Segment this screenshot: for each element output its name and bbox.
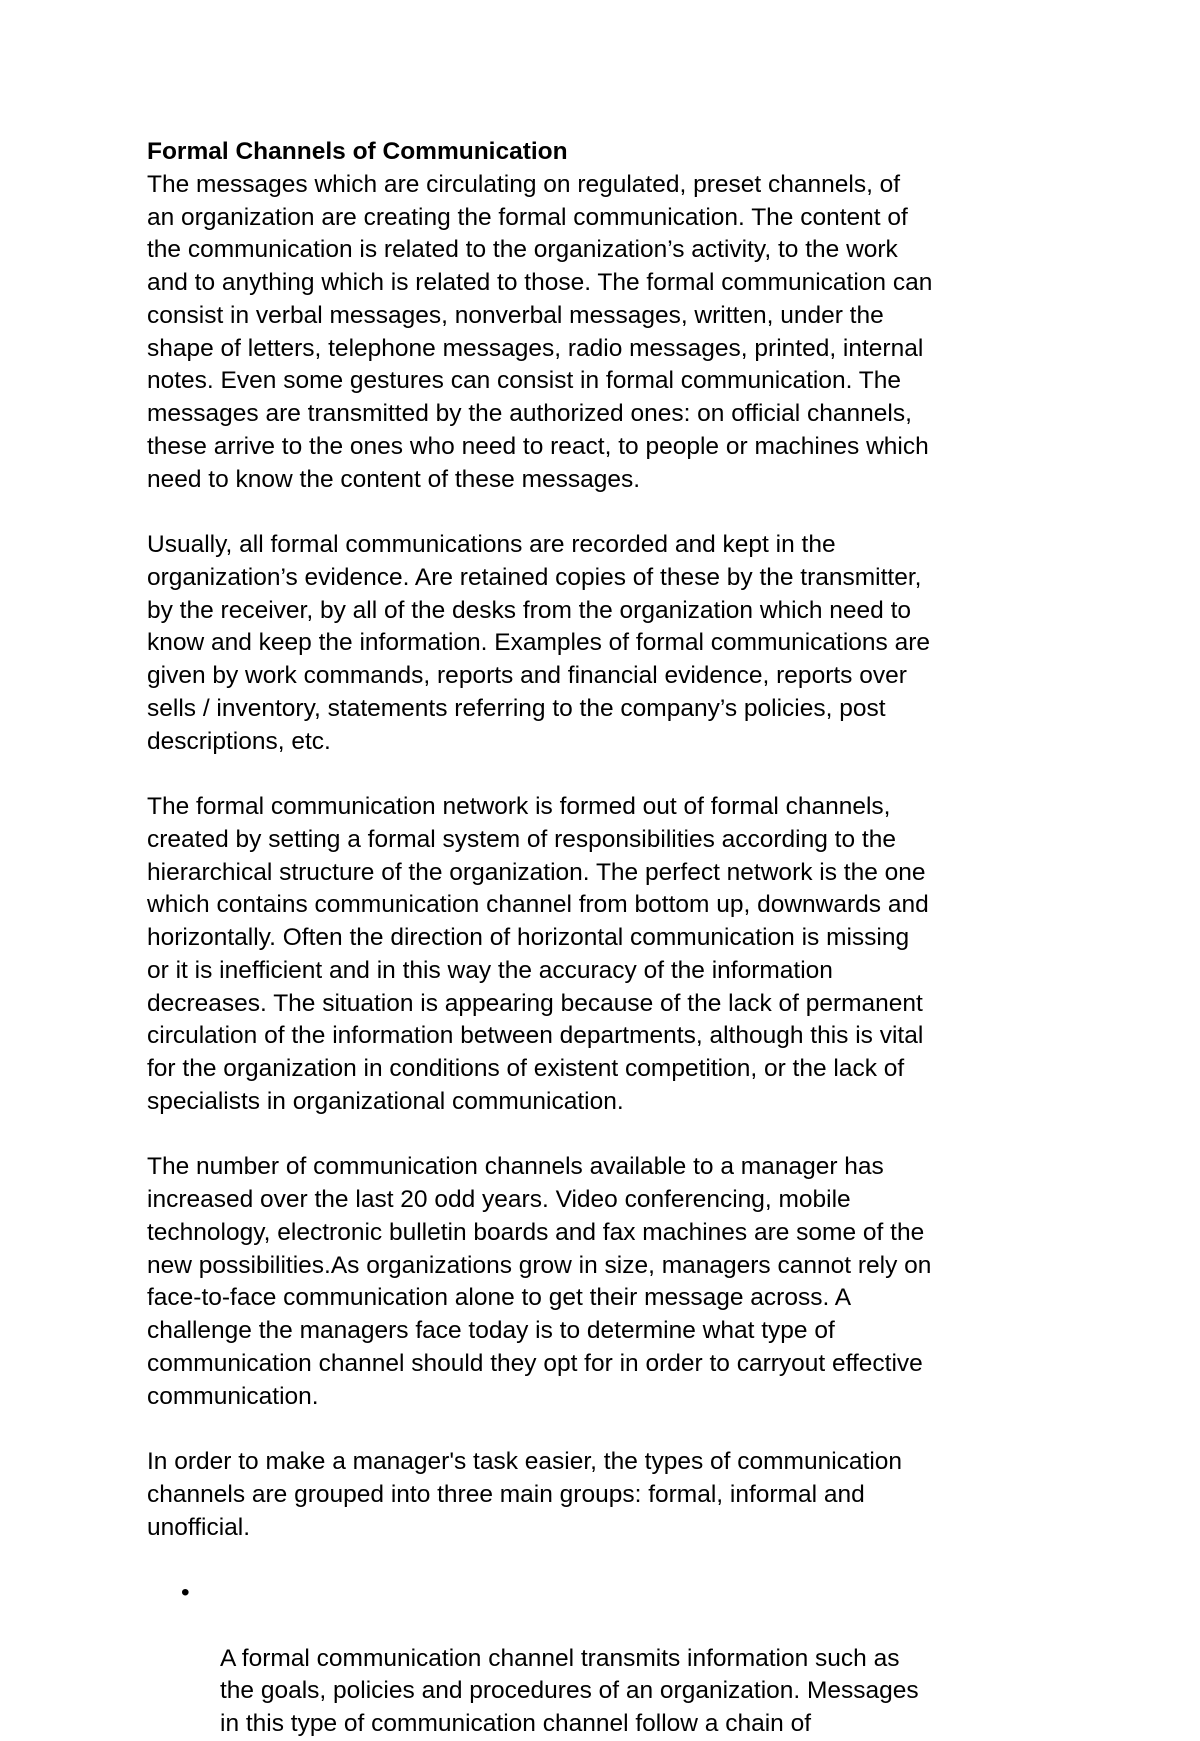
bullet-marker: • [181, 1579, 190, 1606]
paragraph-4: The number of communication channels available to a manager has increased over the last 20 odd years. Video conferencing, mobile technology, electronic bulletin boards and fax machines are some of the new possibilities.As organizations grow in size, managers cannot rely on face-to-face communication alone to get their message across. A challenge the managers face today is to determine what type of communication channel should they opt for in order to carryout effective communication. [147, 1153, 932, 1410]
paragraph-2: Usually, all formal communications are recorded and kept in the organization’s evidence. Are retained copies of these by the transmitter, by the receiver, by all of the desks from the organization which need to know and keep the information. Examples of formal communications are given by work commands, reports and financial evidence, reports over sells / inventory, statements referring to the company’s policies, post descriptions, etc. [147, 531, 931, 755]
bullet-text: A formal communication channel transmits information such as the goals, policies and procedures of an organization. Messages in this type of communication channel follow a chain of [220, 1644, 919, 1737]
paragraph-1: The messages which are circulating on regulated, preset channels, of an organization are creating the formal communication. The content of the communication is related to the organization’s activity, to the work and to anything which is related to those. The formal communication can consist in verbal messages, nonverbal messages, written, under the shape of letters, telephone messages, radio messages, printed, internal notes. Even some gestures can consist in formal communication. The messages are transmitted by the authorized ones: on official channels, these arrive to the ones who need to react, to people or machines which need to know the content of these messages. [147, 170, 933, 493]
paragraph-3: The formal communication network is formed out of formal channels, created by setting a formal system of responsibilities according to the hierarchical structure of the organization. The perfect network is the one which contains communication channel from bottom up, downwards and horizontally. Often the direction of horizontal communication is missing or it is inefficient and in this way the accuracy of the information decreases. The situation is appearing because of the lack of permanent circulation of the information between departments, although this is vital for the organization in conditions of existent competition, or the lack of specialists in organizational communication. [147, 793, 929, 1115]
document-heading: Formal Channels of Communication [147, 138, 568, 165]
document-page [147, 136, 1077, 1741]
paragraph-5: In order to make a manager's task easier, the types of communication channels are grouped into three main groups: formal, informal and unofficial. [147, 1448, 903, 1541]
bullet-item [147, 1577, 1077, 1741]
bullet-list [147, 1577, 1077, 1741]
